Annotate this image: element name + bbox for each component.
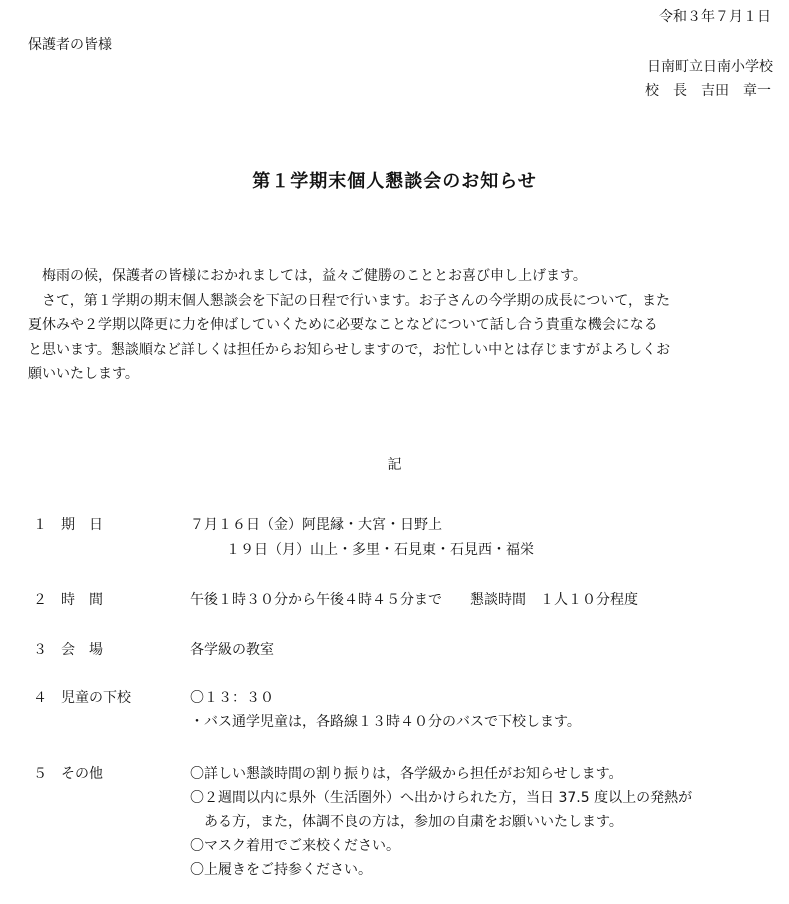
item-line: 各学級の教室: [190, 642, 274, 658]
body-line: と思います。懇談順など詳しくは担任からお知らせしますので，お忙しい中とは存じますがよろしくお: [28, 341, 671, 358]
recipient: 保護者の皆様: [28, 37, 112, 53]
item-line: ある方，また，体調不良の方は，参加の自粛をお願いいたします。: [190, 814, 623, 830]
item-label-time: ２ 時 間: [33, 592, 103, 608]
body-line: 夏休みや２学期以降更に力を伸ばしていくために必要なことなどについて話し合う貴重な機会になる: [28, 317, 658, 333]
item-line: ・バス通学児童は，各路線１３時４０分のバスで下校します。: [190, 714, 581, 730]
ki-heading: 記: [387, 457, 402, 473]
item-line: 〇１３：３０: [190, 690, 274, 706]
item-label-venue: ３ 会 場: [33, 642, 103, 658]
item-line: 〇詳しい懇談時間の割り振りは，各学級から担任がお知らせします。: [190, 766, 623, 782]
item-label-other: ５ その他: [33, 766, 103, 782]
document-date: 令和３年７月１日: [659, 9, 771, 25]
item-line: 〇マスク着用でご来校ください。: [190, 838, 400, 854]
item-line: 午後１時３０分から午後４時４５分まで 懇談時間 １人１０分程度: [190, 592, 638, 608]
item-line: 〇上履きをご持参ください。: [190, 862, 372, 878]
body-line: 梅雨の候，保護者の皆様におかれましては，益々ご健勝のこととお喜び申し上げます。: [28, 268, 587, 284]
item-label-dismissal: ４ 児童の下校: [33, 690, 131, 706]
school-name: 日南町立日南小学校: [647, 59, 773, 75]
body-paragraph: [28, 264, 780, 387]
item-line: ７月１６日（金）阿毘縁・大宮・日野上: [190, 517, 442, 533]
item-label-date: １ 期 日: [33, 517, 103, 533]
item-line: １９日（月）山上・多里・石見東・石見西・福栄: [212, 542, 534, 558]
body-line: さて，第１学期の期末個人懇談会を下記の日程で行います。お子さんの今学期の成長について，また: [28, 292, 671, 309]
page-title: 第１学期末個人懇談会のお知らせ: [252, 171, 537, 192]
item-line: 〇２週間以内に県外（生活圏外）へ出かけられた方，当日 37.5 度以上の発熱が: [190, 790, 693, 806]
principal-name: 校 長 吉田 章一: [645, 83, 771, 99]
body-line: 願いいたします。: [28, 366, 139, 382]
